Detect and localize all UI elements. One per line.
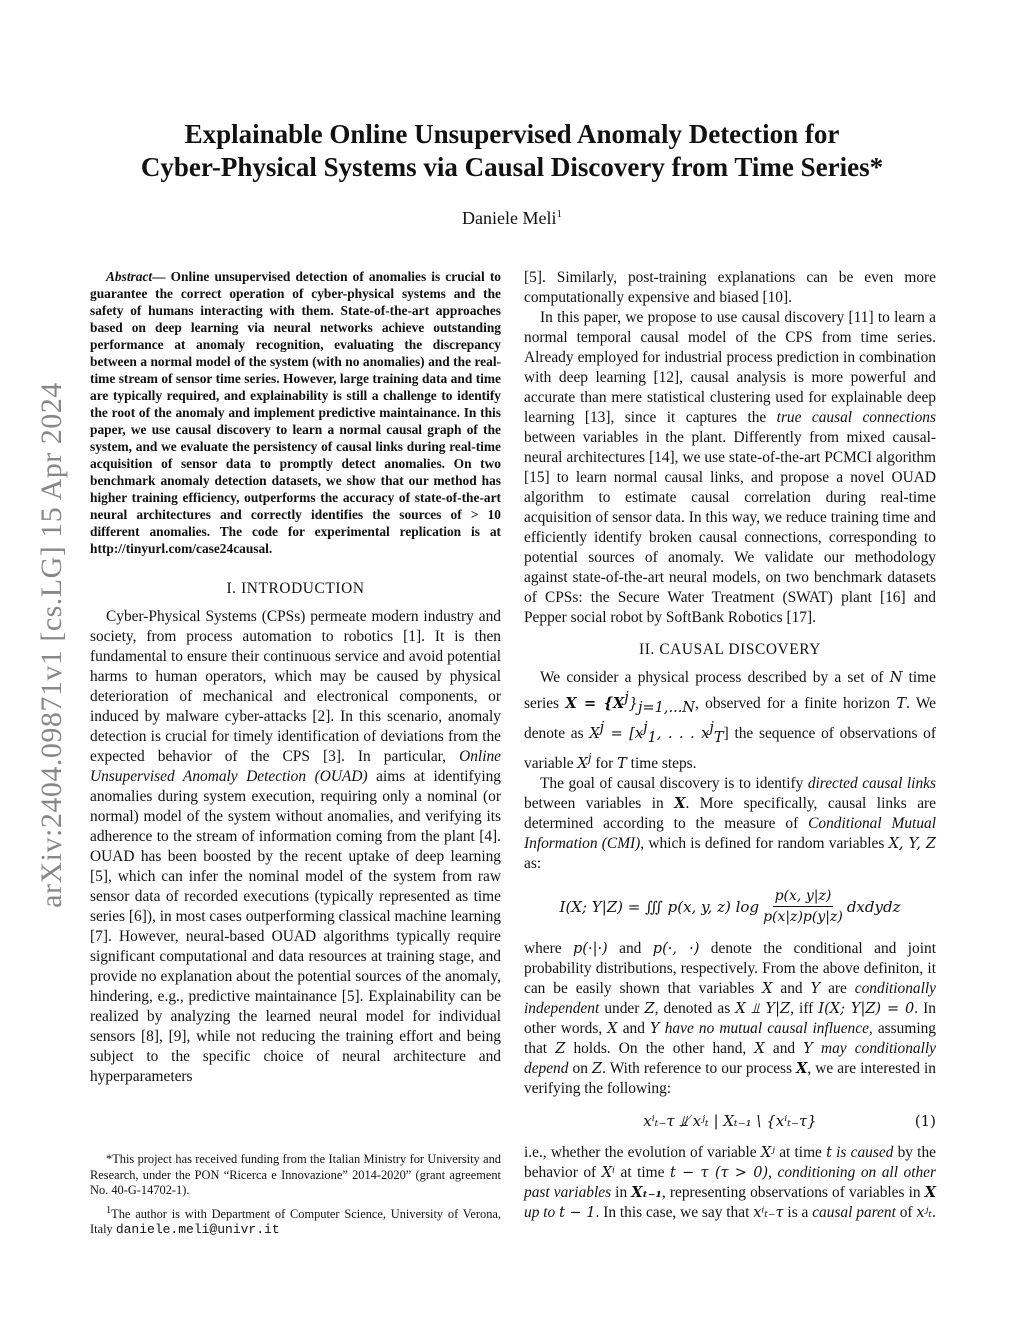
section-heading-introduction: I. INTRODUCTION: [226, 580, 365, 597]
contribution-paragraph: In this paper, we propose to use causal discovery [11] to learn a normal temporal causal model of the CPS from time series. Already employed for industrial process prediction in combination with deep learning [12], causal analysis is more powerful and accurate than mere statistical clustering used for explainable deep learning [13], since it captures the true causal connections between variables in the plant. Differently from mixed causal-neural architectures [14], we use state-of-the-art PCMCI algorithm [15] to learn normal causal links, and propose a novel OUAD algorithm to estimate causal correlation during real-time acquisition of sensor data. In this way, we reduce training time and efficiently identify broken causal connections, corresponding to potential sources of anomaly. We validate our methodology against state-of-the-art neural models, on two benchmark datasets of CPSs: the Secure Water Treatment (SWAT) plant [16] and Pepper social robot by SoftBank Robotics [17].: [524, 309, 936, 626]
causal-paragraph-4: i.e., whether the evolution of variable Xʲ at time t is caused by the behavior of Xⁱ at time t − τ (τ > 0), conditioning on all other past variables in Xₜ₋₁, representing observations of variables in X up to t − 1. In this case, we say that xⁱₜ₋τ is a causal parent of xʲₜ.: [524, 1144, 936, 1222]
footnotes: [90, 1152, 501, 1238]
continued-paragraph: [5]. Similarly, post-training explanations can be even more computationally expensive and biased [10].: [524, 269, 936, 306]
author: [0, 208, 1024, 229]
causal-paragraph-2: The goal of causal discovery is to identify directed causal links between variables in X. More specifically, causal links are determined according to the measure of Conditional Mutual Information (CMI), which is defined for random variables X, Y, Z as:: [524, 775, 937, 873]
intro-paragraph: Cyber-Physical Systems (CPSs) permeate modern industry and society, from process automation to robotics [1]. It is then fundamental to ensure their continuous service and avoid potential harms to human operators, which may be caused by physical deterioration of mechanical and electronical components, or induced by malware cyber-attacks [2]. In this scenario, anomaly detection is crucial for timely identification of deviations from the expected behavior of the CPS [3]. In particular, Online Unsupervised Anomaly Detection (OUAD) aims at identifying anomalies during system execution, requiring only a nominal (or normal) model of the system without anomalies, and verifying its adherence to the stream of information coming from the plant [4]. OUAD has been boosted by the recent uptake of deep learning [5], which can infer the nominal model of the system from raw sensor data of recorded executions (typically represented as time series [6]), in most cases outperforming classical machine learning [7]. However, neural-based OUAD algorithms typically require significant computational and data resources at training stage, and provide no explanation about the potential sources of the anomaly, hindering, e.g., predictive maintainance [5]. Explainability can be realized by analyzing the learned neural model for individual sensors [8], [9], while not reducing the training effort and being subject to the specific choice of neural architecture and hyperparameters: [90, 608, 501, 1085]
paper-title: [80, 118, 944, 184]
arxiv-stamp: arXiv:2404.09871v1 [cs.LG] 15 Apr 2024: [35, 382, 68, 908]
equation-number: (1): [914, 1112, 936, 1131]
causal-paragraph-1: We consider a physical process described by a set of N time series $X = \{X^j\}_{j=1,...N}$, observed for a finite horizon T. We denote as $X^j = [x^j_1$, . . . $x^j_T$] the sequence of observations of variable $X^j$ for T time steps.: [524, 669, 937, 773]
abstract-label: Abstract: [106, 269, 153, 284]
author-name: Daniele Meli: [462, 208, 557, 228]
causal-paragraph-3: where p(·|·) and p(·, ·) denote the conditional and joint probability distributions, respectively. From the above definiton, it can be easily shown that variables X and Y are conditionally independent under Z, denoted as X ⫫ Y|Z, iff I(X; Y|Z) = 0. In other words, X and Y have no mutual causal influence, assuming that Z holds. On the other hand, X and Y may conditionally depend on Z. With reference to our process X, we are interested in verifying the following:: [524, 940, 937, 1098]
abstract: [90, 268, 501, 557]
title-line-2: Cyber-Physical Systems via Causal Discovery from Time Series*: [140, 152, 884, 182]
left-column: [90, 268, 501, 1087]
equation-1: xⁱₜ₋τ ⫫̸ xʲₜ | Xₜ₋₁ \ {xⁱₜ₋τ} (1): [643, 1112, 936, 1131]
author-email[interactable]: daniele.meli@univr.it: [115, 1222, 280, 1238]
footnote-funding: *This project has received funding from the Italian Ministry for University and Research, under the PON “Ricerca e Innovazione” 2014-2020” (grant agreement No. 40-G-14702-1).: [90, 1152, 501, 1197]
section-heading-causal-discovery: II. CAUSAL DISCOVERY: [638, 641, 822, 658]
right-column: [524, 268, 936, 1223]
abstract-text: — Online unsupervised detection of anomalies is crucial to guarantee the correct operation of cyber-physical systems and the safety of humans interacting with them. State-of-the-art approaches based on deep learning via neural networks achieve outstanding performance at anomaly recognition, evaluating the discrepancy between a normal model of the system (with no anomalies) and the real-time stream of sensor time series. However, large training data and time are typically required, and explainability is still a challenge to identify the root of the anomaly and implement predictive maintainance. In this paper, we use causal discovery to learn a normal causal graph of the system, and we evaluate the persistency of causal links during real-time acquisition of sensor data to promptly detect anomalies. On two benchmark anomaly detection datasets, we show that our method has higher training efficiency, outperforms the accuracy of state-of-the-art neural architectures and correctly identifies the sources of > 10 different anomalies. The code for experimental replication is at http://tinyurl.com/case24causal.: [90, 269, 501, 556]
title-line-1: Explainable Online Unsupervised Anomaly Detection for: [184, 119, 840, 149]
author-affiliation-mark: 1: [556, 208, 562, 220]
footnote-affiliation: $^1$The author is with Department of Computer Science, University of Verona, Italy daniele.meli@univr.it: [90, 1204, 501, 1238]
cmi-equation: I(X; Y|Z) = ∭ p(x, y, z) log p(x, y|z) p(x|z)p(y|z) dxdydz: [559, 888, 901, 926]
